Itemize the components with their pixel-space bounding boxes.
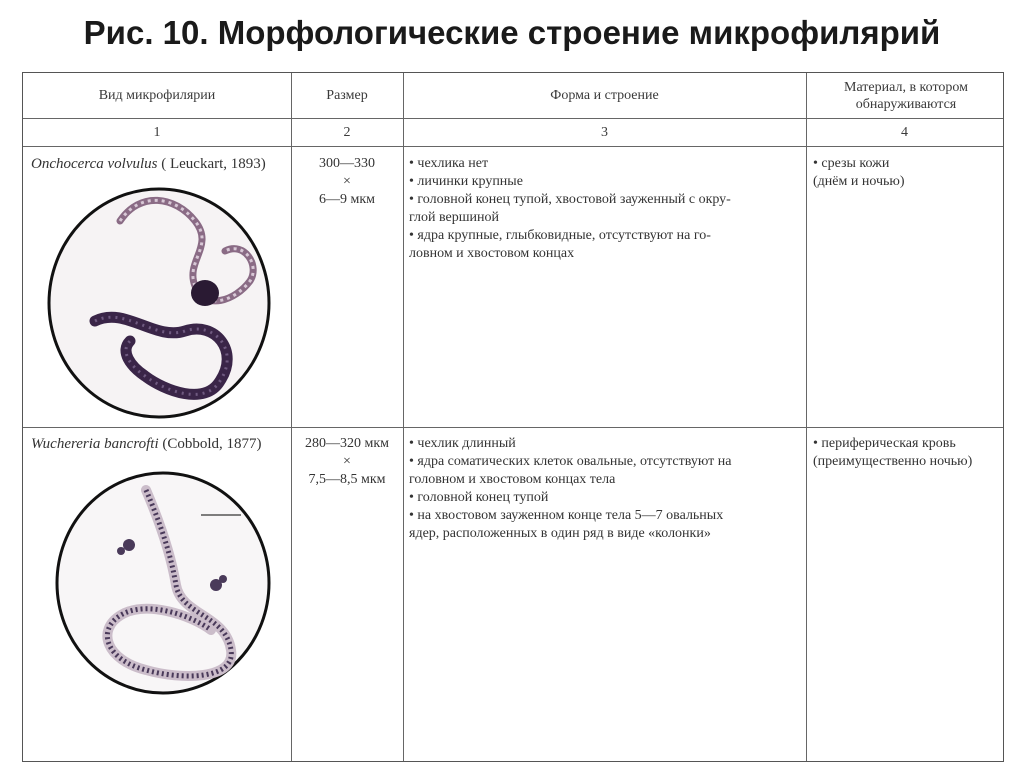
size-line: × [343,174,351,189]
material-line: • срезы кожи [813,156,890,171]
material-cell [813,435,999,471]
row-divider [23,118,1003,119]
column-number: 2 [343,125,351,140]
size-line: 280—320 мкм [304,436,390,451]
row-divider [23,146,1003,147]
material-cell [813,155,999,191]
features-cell [409,155,804,263]
species-author: ( Leuckart, 1893) [157,156,266,172]
feature-line: • головной конец тупой, хвостовой зауженный с окру- [409,192,731,207]
material-line: (преимущественно ночью) [813,454,973,469]
feature-line: глой вершиной [409,210,500,225]
feature-line: ядер, расположенных в один ряд в виде «колонки» [409,526,711,541]
size-line: 300—330 [319,156,375,171]
feature-line: • чехлика нет [409,156,489,171]
material-line: (днём и ночью) [813,174,905,189]
material-line: • периферическая кровь [813,436,956,451]
species-latin: Onchocerca volvulus [31,156,158,172]
header-species: Вид микрофилярии [98,88,216,103]
species-author: (Cobbold, 1877) [158,436,262,452]
size-cell [291,155,403,209]
header-form: Форма и строение [550,88,659,103]
wuchereria-micrograph [51,465,276,697]
column-divider [403,73,404,761]
column-number: 1 [153,125,161,140]
feature-line: ловном и хвостовом концах [409,246,575,261]
header-material: Материал, в котором обнаруживаются [844,80,968,112]
feature-line: • ядра крупные, глыбковидные, отсутствуют на го- [409,228,711,243]
feature-line: • головной конец тупой [409,490,549,505]
morphology-table [22,72,1004,762]
size-line: 6—9 мкм [318,192,376,207]
onchocerca-micrograph [45,181,273,421]
species-latin: Wuchereria bancrofti [31,436,159,452]
feature-line: • на хвостовом зауженном конце тела 5—7 овальных [409,508,724,523]
column-number: 3 [601,125,608,140]
feature-line: • ядра соматических клеток овальные, отсутствуют на [409,454,732,469]
size-line: 7,5—8,5 мкм [308,472,386,487]
row-divider [23,427,1003,428]
features-cell [409,435,804,543]
header-size: Размер [326,88,368,103]
feature-line: • чехлик длинный [409,436,516,451]
feature-line: головном и хвостовом концах тела [409,472,616,487]
size-cell [291,435,403,489]
column-number: 4 [901,125,908,140]
page-title: Рис. 10. Морфологические строение микрофилярий [83,14,941,51]
species-name [31,155,291,173]
species-name [31,435,291,453]
size-line: × [343,454,351,469]
column-divider [806,73,807,761]
feature-line: • личинки крупные [409,174,523,189]
